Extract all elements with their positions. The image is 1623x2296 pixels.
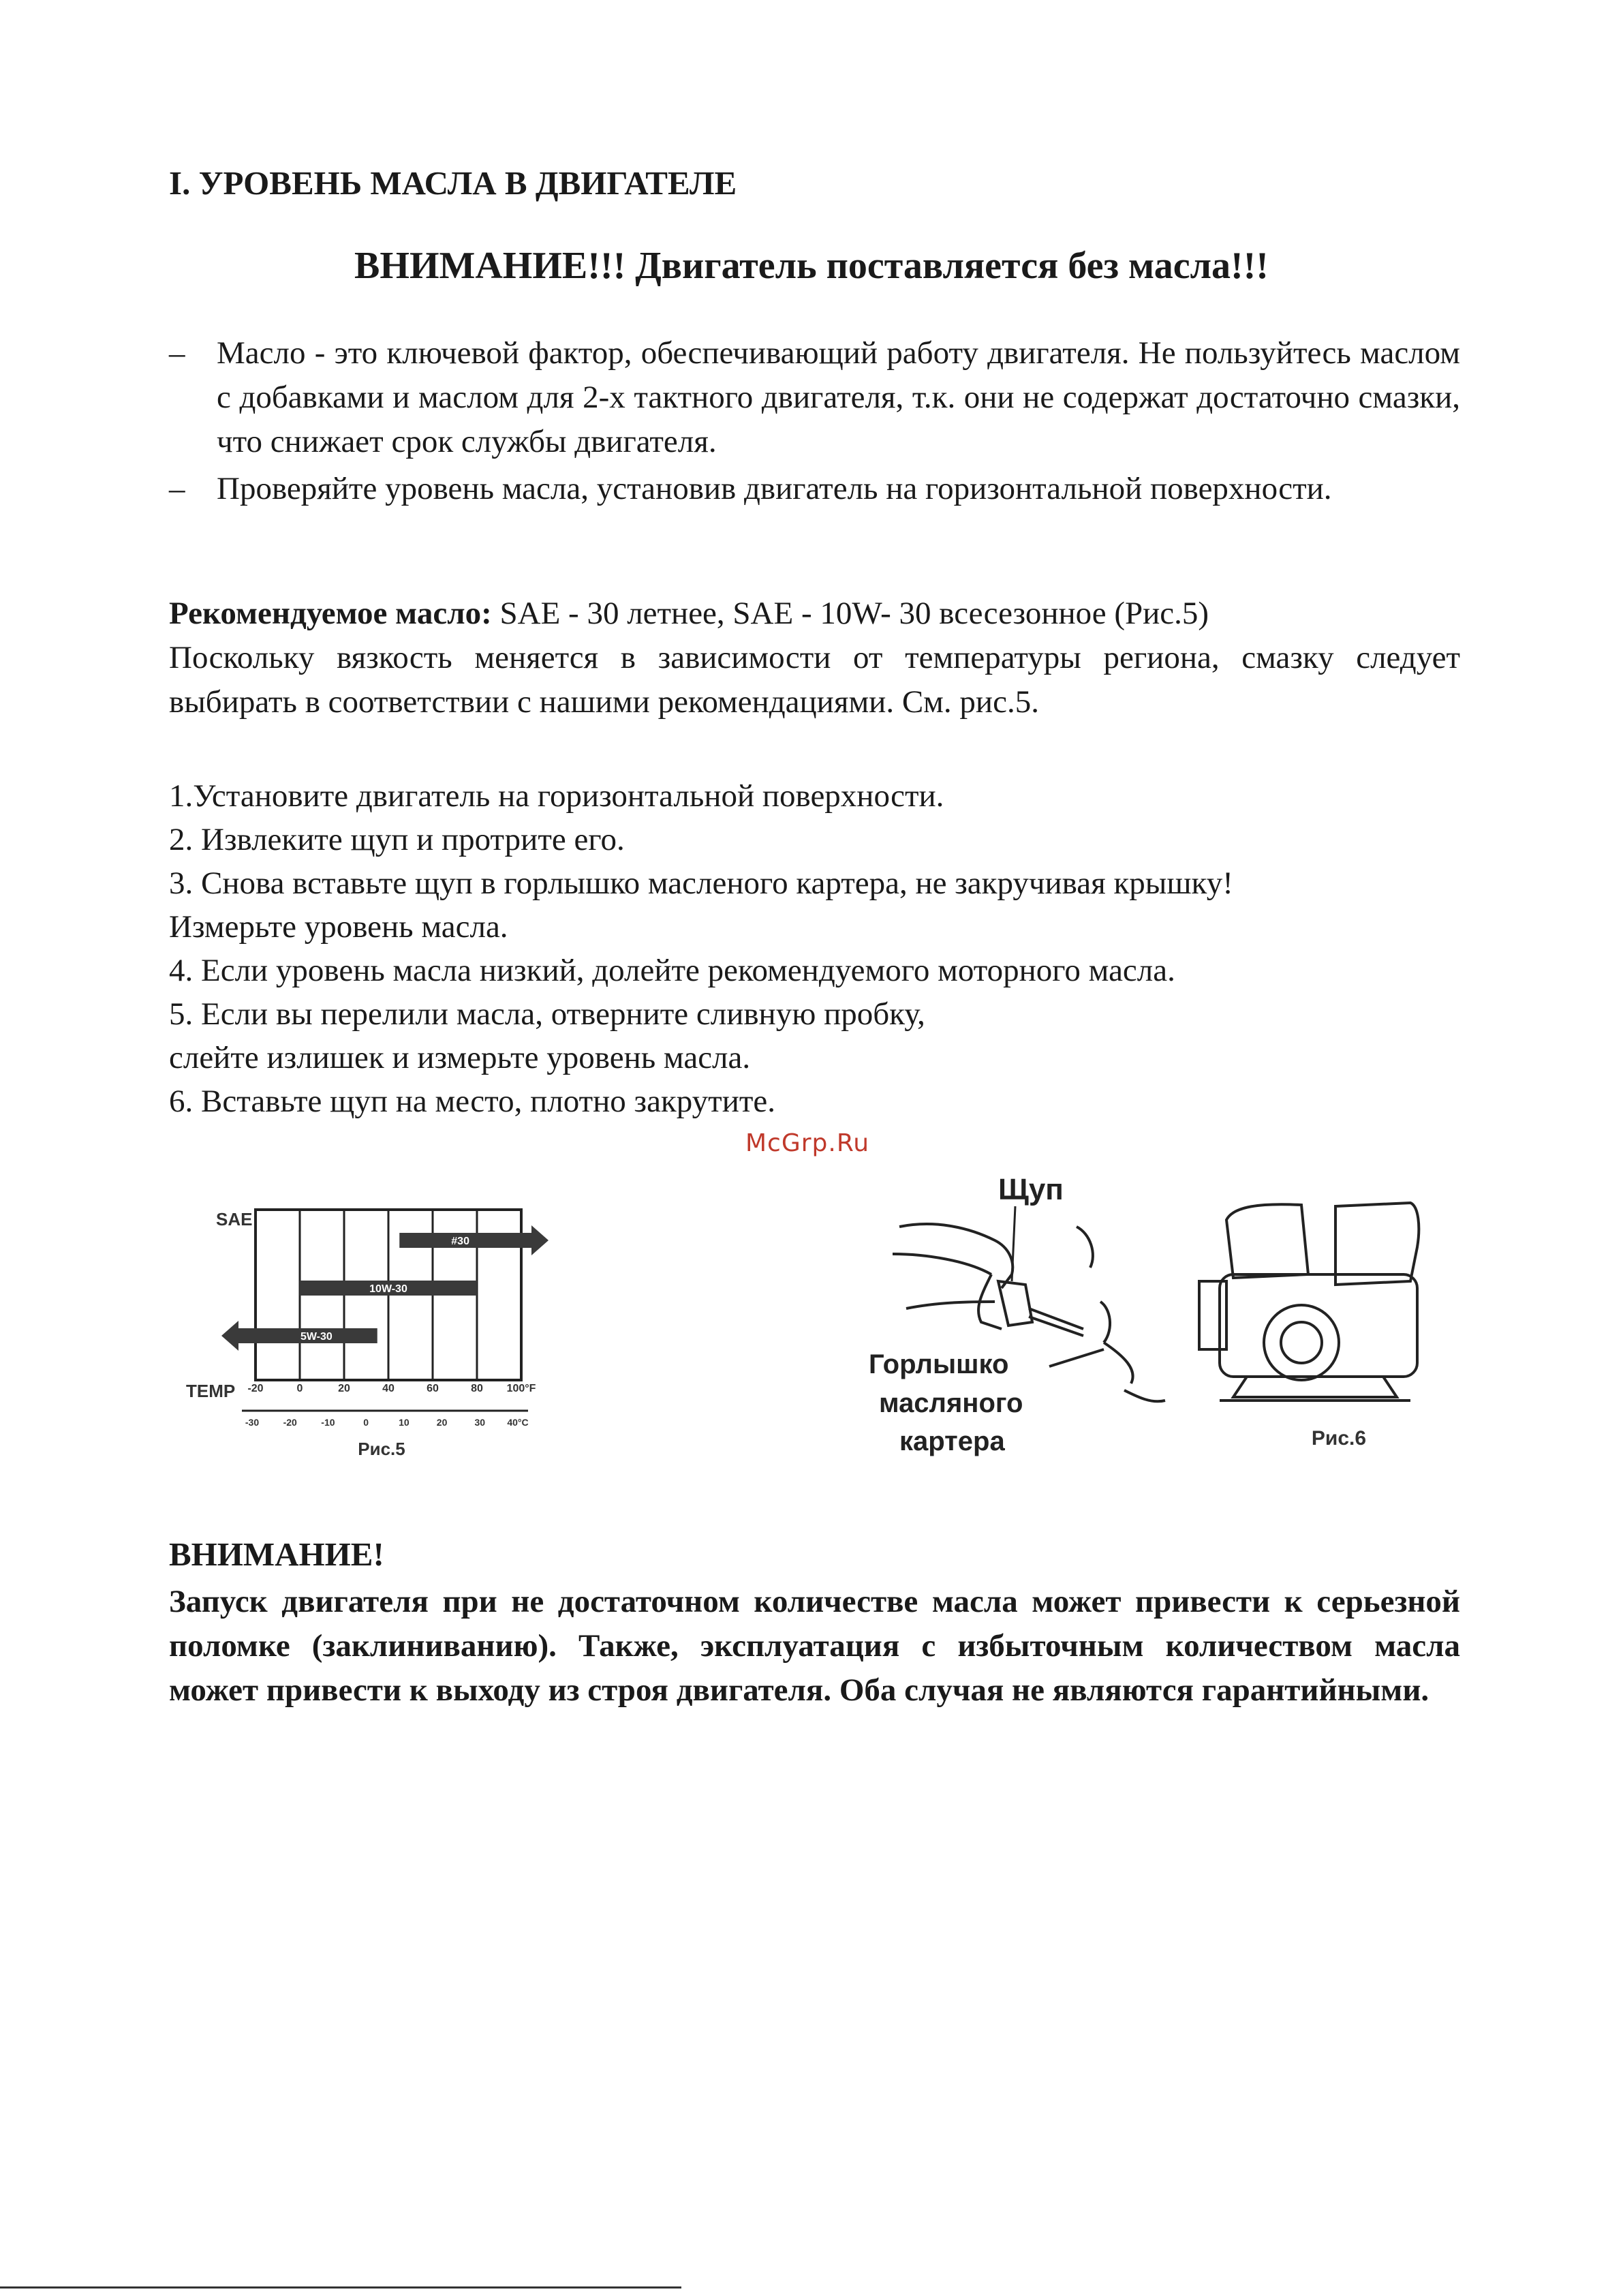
viscosity-label: 10W-30	[369, 1283, 407, 1295]
footer-divider	[0, 2286, 681, 2289]
sae-label: SAE	[216, 1209, 253, 1229]
step: 3. Снова вставьте щуп в горлышко масленого картера, не закручивая крышку!	[169, 866, 1233, 901]
viscosity-label: #30	[451, 1236, 469, 1247]
figure5-chart	[174, 1199, 576, 1472]
c-tick-labels	[245, 1417, 529, 1428]
neck-label-line2: масляного	[879, 1388, 1023, 1418]
f-tick-label: 20	[338, 1383, 350, 1394]
dash-marker: –	[169, 471, 185, 506]
list-item	[169, 331, 1460, 464]
recommendation-value: SAE - 30 летнее, SAE - 10W- 30 всесезонное (Рис.5)	[491, 596, 1209, 631]
figure6-caption: Рис.6	[1311, 1427, 1367, 1450]
engine-icon	[1199, 1203, 1419, 1400]
f-tick-label: -20	[247, 1383, 264, 1394]
f-tick-labels	[247, 1383, 536, 1394]
step: 4. Если уровень масла низкий, долейте рекомендуемого моторного масла.	[169, 953, 1175, 988]
figure5-caption: Рис.5	[358, 1439, 405, 1459]
step: 6. Вставьте щуп на место, плотно закрутите.	[169, 1084, 775, 1119]
c-tick-label: 20	[436, 1417, 448, 1428]
temp-label: TEMP	[186, 1381, 236, 1401]
bullet-text: Проверяйте уровень масла, установив двигатель на горизонтальной поверхности.	[217, 471, 1332, 506]
section-heading: I. УРОВЕНЬ МАСЛА В ДВИГАТЕЛЕ	[169, 164, 737, 202]
step: слейте излишек и измерьте уровень масла.	[169, 1040, 751, 1075]
f-tick-label: 100°F	[506, 1383, 536, 1394]
step: 1.Установите двигатель на горизонтальной поверхности.	[169, 778, 944, 814]
hand-icon	[893, 1224, 1013, 1329]
dipstick-icon	[998, 1281, 1083, 1336]
neck-label-line1: Горлышко	[869, 1349, 1009, 1379]
bullet-text: Масло - это ключевой фактор, обеспечивающий работу двигателя. Не пользуйтесь маслом с добавками и маслом для 2-х тактного двигателя, т.к. они не содержат достаточно смазки, что снижает срок службы двигателя.	[217, 335, 1460, 459]
f-tick-label: 40	[382, 1383, 395, 1394]
c-tick-label: -20	[283, 1417, 297, 1428]
oil-neck-icon	[1049, 1227, 1165, 1401]
step: 2. Извлеките щуп и протрите его.	[169, 822, 625, 857]
chart-bars	[221, 1225, 548, 1351]
recommendation-note: Поскольку вязкость меняется в зависимости от температуры региона, смазку следует выбирать в соответствии с нашими рекомендациями. См. рис.5.	[169, 640, 1460, 720]
steps-list	[169, 774, 1460, 1123]
c-tick-label: 40°C	[507, 1417, 529, 1428]
warning-bottom-text: Запуск двигателя при не достаточном количестве масла может привести к серьезной поломке (заклиниванию). Также, эксплуатация с избыточным количеством масла может привести к выходу из строя двигателя. Оба случая не являются гарантийными.	[169, 1584, 1460, 1708]
c-tick-label: -10	[321, 1417, 335, 1428]
dipstick-label: Щуп	[998, 1173, 1064, 1206]
recommendation-label: Рекомендуемое масло:	[169, 596, 492, 631]
c-tick-label: 0	[363, 1417, 369, 1428]
f-tick-label: 60	[427, 1383, 439, 1394]
recommendation	[169, 592, 1460, 724]
list-item	[169, 467, 1460, 511]
viscosity-arrow	[399, 1225, 548, 1255]
c-tick-label: 10	[399, 1417, 409, 1428]
c-tick-label: -30	[245, 1417, 260, 1428]
neck-label-line3: картера	[899, 1426, 1005, 1456]
step: 5. Если вы перелили масла, отверните сливную пробку,	[169, 996, 925, 1032]
bullet-list	[169, 331, 1460, 514]
f-tick-label: 80	[471, 1383, 483, 1394]
dash-marker: –	[169, 335, 185, 371]
watermark-link[interactable]: McGrp.Ru	[745, 1129, 870, 1157]
figure6-illustration	[865, 1165, 1444, 1486]
f-tick-label: 0	[296, 1383, 303, 1394]
viscosity-label: 5W-30	[300, 1331, 333, 1343]
warning-bottom-title: ВНИМАНИЕ!	[169, 1535, 384, 1573]
warning-title: ВНИМАНИЕ!!! Двигатель поставляется без масла!!!	[354, 245, 1269, 287]
c-tick-label: 30	[474, 1417, 486, 1428]
step: Измерьте уровень масла.	[169, 909, 508, 945]
